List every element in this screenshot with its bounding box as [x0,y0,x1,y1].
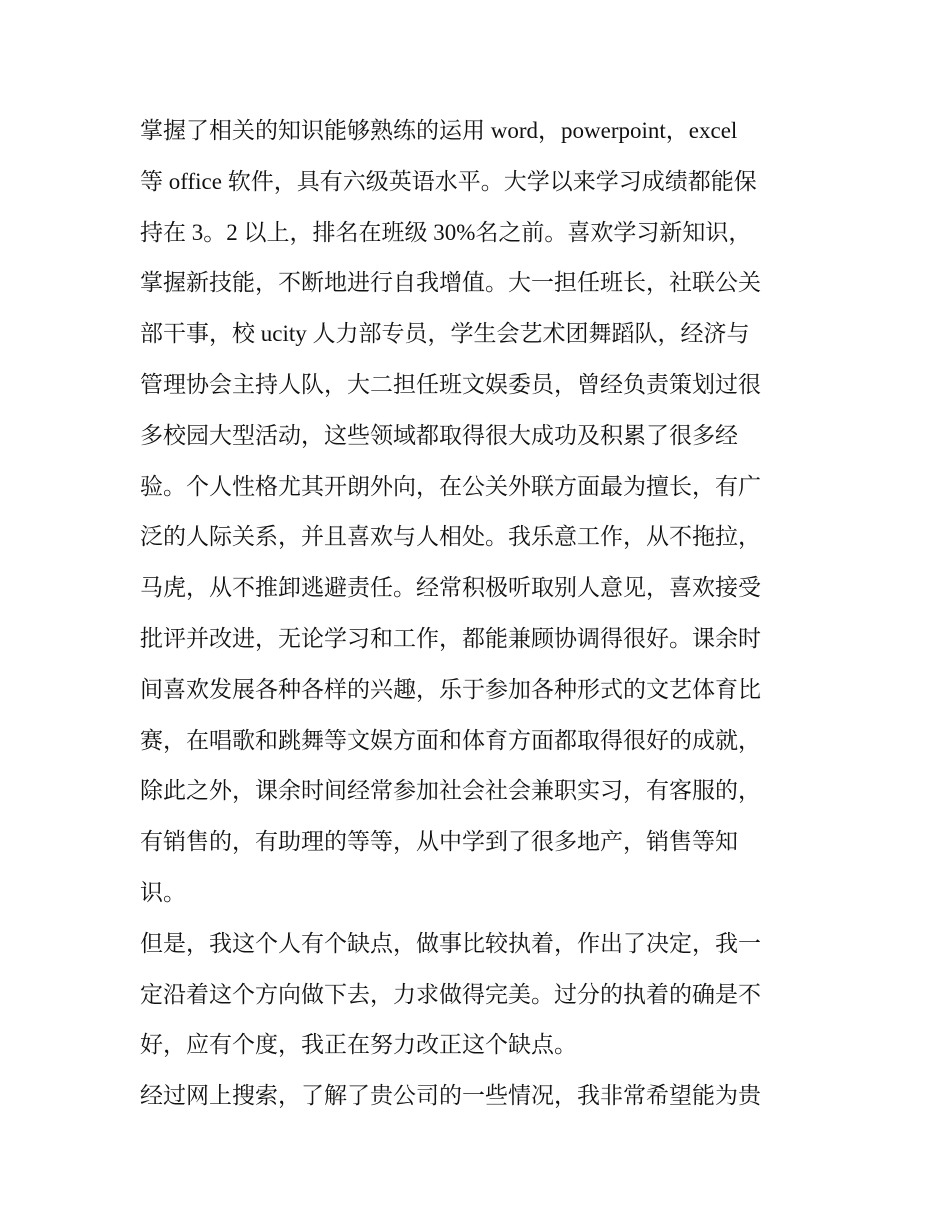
text-line: 持在 3。2 以上，排名在班级 30%名之前。喜欢学习新知识， [140,219,752,245]
text-line: 马虎，从不推卸逃避责任。经常积极听取别人意见，喜欢接受 [140,575,761,601]
text-line: 定沿着这个方向做下去，力求做得完美。过分的执着的确是不 [140,981,761,1007]
text-line: 赛，在唱歌和跳舞等文娱方面和体育方面都取得很好的成就， [140,727,761,753]
text-line: 经过网上搜索，了解了贵公司的一些情况，我非常希望能为贵 [140,1083,761,1109]
text-line: 掌握了相关的知识能够熟练的运用 word，powerpoint，excel [140,118,738,143]
text-line: 除此之外，课余时间经常参加社会社会兼职实习，有客服的， [140,778,761,804]
text-line: 但是，我这个人有个缺点，做事比较执着，作出了决定，我一 [140,930,761,956]
text-line: 部干事，校 ucity 人力部专员，学生会艺术团舞蹈队，经济与 [140,321,750,347]
text-line: 好，应有个度，我正在努力改正这个缺点。 [140,1032,577,1058]
text-line: 间喜欢发展各种各样的兴趣，乐于参加各种形式的文艺体育比 [140,676,761,702]
text-line: 泛的人际关系，并且喜欢与人相处。我乐意工作，从不拖拉， [140,524,761,550]
text-line: 批评并改进，无论学习和工作，都能兼顾协调得很好。课余时 [140,625,761,651]
body-text [140,106,820,1122]
text-line: 多校园大型活动，这些领域都取得很大成功及积累了很多经 [140,422,738,448]
text-line: 验。个人性格尤其开朗外向，在公关外联方面最为擅长，有广 [140,473,761,499]
text-line: 有销售的，有助理的等等，从中学到了很多地产，销售等知 [140,829,738,855]
text-line: 管理协会主持人队，大二担任班文娱委员，曾经负责策划过很 [140,371,761,397]
text-line: 掌握新技能，不断地进行自我增值。大一担任班长，社联公关 [140,270,761,296]
text-line: 识。 [140,879,186,905]
text-line: 等 office 软件，具有六级英语水平。大学以来学习成绩都能保 [140,168,757,194]
